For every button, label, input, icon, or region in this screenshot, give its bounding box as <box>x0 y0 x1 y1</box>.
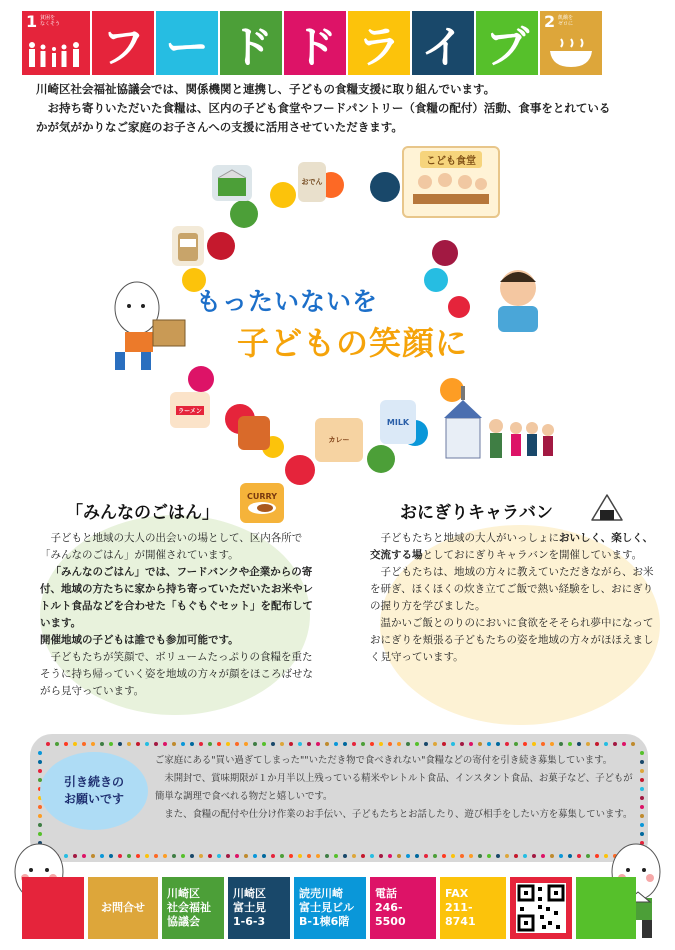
border-dot <box>577 854 581 858</box>
border-dot <box>379 742 383 746</box>
border-dot <box>235 854 239 858</box>
border-dot <box>271 854 275 858</box>
cup-noodle-icon <box>175 229 201 263</box>
oden-can-illustration: おでん <box>298 162 326 202</box>
border-dot <box>586 742 590 746</box>
border-dot <box>361 854 365 858</box>
border-dot <box>100 854 104 858</box>
border-dot <box>622 742 626 746</box>
border-dot <box>433 742 437 746</box>
border-dot <box>640 823 644 827</box>
border-dot <box>38 751 42 755</box>
border-dot <box>442 854 446 858</box>
title-char-6: イ <box>412 11 474 75</box>
boxed-food-illustration <box>212 165 252 201</box>
border-dot <box>136 854 140 858</box>
border-dot <box>550 742 554 746</box>
border-dot <box>253 742 257 746</box>
border-dot <box>325 854 329 858</box>
border-dot <box>406 742 410 746</box>
border-dot <box>370 742 374 746</box>
border-dot <box>613 742 617 746</box>
border-dot <box>154 854 158 858</box>
title-char-5: ラ <box>348 11 410 75</box>
border-dot <box>190 854 194 858</box>
collage-dot <box>270 182 296 208</box>
border-dot <box>91 854 95 858</box>
border-dot <box>640 778 644 782</box>
border-dot <box>199 854 203 858</box>
minna-paragraph-1: 子どもと地域の大人の出会いの場として、区内各所で「みんなのごはん」が開催されています。 <box>40 532 303 561</box>
border-dot <box>352 854 356 858</box>
border-dot <box>451 742 455 746</box>
border-dot <box>640 787 644 791</box>
footer-spacer-green <box>576 877 636 939</box>
border-dot <box>226 854 230 858</box>
footer-phone: 電話 246-5500 <box>370 877 436 939</box>
border-dot <box>586 854 590 858</box>
minna-no-gohan-body <box>40 530 315 700</box>
border-dot <box>271 742 275 746</box>
bowl-icon <box>546 37 596 69</box>
border-dot <box>262 854 266 858</box>
sdg-goal-1-label: 貧困を なくそう <box>40 15 61 27</box>
border-dot <box>550 854 554 858</box>
border-dot <box>397 742 401 746</box>
curry-box-illustration: CURRY <box>240 483 284 523</box>
title-banner <box>22 11 654 75</box>
border-dot <box>514 854 518 858</box>
kodomo-shokudo-illustration <box>402 146 500 218</box>
border-dot <box>343 854 347 858</box>
border-dot <box>82 742 86 746</box>
intro-line-1: 川崎区社会福祉協議会では、関係機関と連携し、子どもの食糧支援に取り組んでいます。 <box>36 82 496 96</box>
border-dot <box>46 742 50 746</box>
border-dot <box>38 769 42 773</box>
intro-line-2: お持ち寄りいただいた食糧は、区内の子ども食堂やフードパントリー（食糧の配付）活動、食事をとれている <box>47 101 611 115</box>
request-paragraph-2: 未開封で、賞味期限が１か月半以上残っている精米やレトルト食品、インスタント食品、お菓子など、子どもが簡単な調理で食べれる物だと嬉しいです。 <box>155 773 633 802</box>
border-dot <box>514 742 518 746</box>
children-eating-icon <box>411 168 491 208</box>
instant-noodle-cup-illustration <box>172 226 204 266</box>
minna-paragraph-4: 子どもたちが笑顔で、ボリュームたっぷりの食糧を重たそうに持ち帰っていく姿を地域の方々が顔をほころばせながら見守っています。 <box>40 651 313 697</box>
border-dot <box>532 742 536 746</box>
collage-dot <box>230 200 258 228</box>
border-dot <box>307 742 311 746</box>
border-dot <box>145 854 149 858</box>
title-char-1: フ <box>92 11 154 75</box>
border-dot <box>595 742 599 746</box>
border-dot <box>38 823 42 827</box>
intro-text <box>36 80 648 137</box>
border-dot <box>532 854 536 858</box>
slogan-line-2: 子どもの笑顔に <box>237 324 469 362</box>
collage-dot <box>370 172 400 202</box>
title-char-7: ブ <box>476 11 538 75</box>
border-dot <box>38 814 42 818</box>
border-dot <box>640 805 644 809</box>
border-dot <box>181 742 185 746</box>
border-dot <box>163 742 167 746</box>
border-dot <box>478 854 482 858</box>
border-dot <box>631 742 635 746</box>
border-dot <box>127 742 131 746</box>
border-dot <box>559 854 563 858</box>
boy-eating-icon <box>488 262 550 334</box>
border-dot <box>244 742 248 746</box>
church-icon <box>436 378 564 468</box>
border-dot <box>181 854 185 858</box>
border-dot <box>163 854 167 858</box>
border-dot <box>316 854 320 858</box>
retort-curry-illustration: カレー <box>315 418 363 462</box>
border-dot <box>334 854 338 858</box>
church-food-pantry-illustration <box>436 378 564 468</box>
request-paragraph-1: ご家庭にある"買い過ぎてしまった""いただき物で食べきれない"食糧などの寄付を引き続き募集しています。 <box>155 755 613 766</box>
collage-dot <box>432 240 458 266</box>
border-dot <box>208 742 212 746</box>
border-dot <box>154 742 158 746</box>
footer-fax: FAX 211-8741 <box>440 877 506 939</box>
border-dot <box>424 742 428 746</box>
border-dot <box>640 796 644 800</box>
border-dot <box>334 742 338 746</box>
border-dot <box>388 854 392 858</box>
border-dot <box>100 742 104 746</box>
border-dot <box>595 854 599 858</box>
footer-address-1: 川崎区 富士見 1-6-3 <box>228 877 290 939</box>
boy-eating-illustration <box>488 262 550 334</box>
border-dot <box>640 751 644 755</box>
border-dot <box>442 742 446 746</box>
border-dot <box>604 742 608 746</box>
border-dot <box>190 742 194 746</box>
title-char-2: ー <box>156 11 218 75</box>
sdg-goal-2-badge: 2 飢餓を ゼロに <box>540 11 602 75</box>
request-text <box>155 752 637 824</box>
snacks-illustration <box>238 416 270 450</box>
border-dot <box>109 742 113 746</box>
border-dot <box>217 742 221 746</box>
footer-qr-frame <box>510 877 572 939</box>
border-dot <box>253 854 257 858</box>
ramen-illustration: ラーメン <box>170 392 210 428</box>
collage-dot <box>448 296 470 318</box>
border-dot <box>38 805 42 809</box>
border-dot <box>289 854 293 858</box>
border-dot <box>379 854 383 858</box>
sdg-goal-2-label: 飢餓を ゼロに <box>558 15 574 27</box>
border-dot <box>568 854 572 858</box>
footer-contact-label: お問合せ <box>88 877 158 939</box>
border-dot <box>127 854 131 858</box>
minna-paragraph-2: 「みんなのごはん」では、フードバンクや企業からの寄付、地域の方たちに家から持ち寄っていただいたお米やレトルト食品などを合わせた「もぐもぐセット」を配布しています。 <box>40 566 313 629</box>
border-dot <box>640 814 644 818</box>
border-dot <box>280 742 284 746</box>
border-dot <box>172 742 176 746</box>
border-dot <box>433 854 437 858</box>
border-dot <box>73 742 77 746</box>
border-dot <box>91 742 95 746</box>
onigiri-paragraph-2: 子どもたちは、地域の方々に教えていただきながら、お米を研ぎ、ほくほくの炊き立てご飯で熱い経験をし、おにぎりの握り方を学びました。 <box>370 566 654 612</box>
border-dot <box>541 854 545 858</box>
footer-organization: 川崎区 社会福祉 協議会 <box>162 877 224 939</box>
collage-dot <box>285 455 315 485</box>
rice-mascot-icon <box>95 268 195 378</box>
border-dot <box>172 854 176 858</box>
border-dot <box>298 742 302 746</box>
border-dot <box>406 854 410 858</box>
border-dot <box>478 742 482 746</box>
qr-code-icon[interactable] <box>516 883 566 933</box>
border-dot <box>226 742 230 746</box>
border-dot <box>640 769 644 773</box>
border-dot <box>82 854 86 858</box>
intro-line-3: かが気がかりなご家庭のお子さんへの支援に活用させていただきます。 <box>36 120 403 134</box>
curry-plate-icon <box>247 501 277 515</box>
border-dot <box>118 742 122 746</box>
minna-paragraph-3: 開催地域の子どもは誰でも参加可能です。 <box>40 634 239 646</box>
onigiri-caravan-title: おにぎりキャラバン <box>400 503 553 523</box>
border-dot <box>289 742 293 746</box>
border-dot <box>361 742 365 746</box>
border-dot <box>109 854 113 858</box>
border-dot <box>496 742 500 746</box>
border-dot <box>523 742 527 746</box>
border-dot <box>415 854 419 858</box>
border-dot <box>496 854 500 858</box>
border-dot <box>343 742 347 746</box>
border-dot <box>64 742 68 746</box>
border-dot <box>469 854 473 858</box>
border-dot <box>559 742 563 746</box>
border-dot <box>424 854 428 858</box>
border-dot <box>244 854 248 858</box>
border-dot <box>487 854 491 858</box>
border-dot <box>397 854 401 858</box>
border-dot <box>136 742 140 746</box>
border-dot <box>325 742 329 746</box>
slogan-line-1: もったいないを <box>196 287 379 316</box>
border-dot <box>199 742 203 746</box>
border-dot <box>505 854 509 858</box>
mascot-carrying-box-illustration <box>95 268 195 378</box>
collage-dot <box>367 445 395 473</box>
border-dot <box>307 854 311 858</box>
border-dot <box>118 854 122 858</box>
onigiri-icon <box>590 493 624 523</box>
milk-can-illustration: MILK <box>380 400 416 444</box>
onigiri-caravan-body <box>370 530 660 666</box>
people-family-icon <box>26 41 86 71</box>
minna-no-gohan-title: 「みんなのごはん」 <box>66 503 219 523</box>
border-dot <box>469 742 473 746</box>
footer-address-2: 読売川崎 富士見ビル B-1棟6階 <box>294 877 366 939</box>
collage-dot <box>207 232 235 260</box>
border-dot <box>640 760 644 764</box>
border-dot <box>55 742 59 746</box>
request-paragraph-3: また、食糧の配付や仕分け作業のお手伝い、子どもたちとお話したり、遊び相手をしたい方を募集しています。 <box>164 809 633 820</box>
request-speech-bubble: 引き続きの お願いです <box>40 752 148 830</box>
border-dot <box>217 854 221 858</box>
border-dot <box>280 854 284 858</box>
border-dot <box>577 742 581 746</box>
border-dot <box>451 854 455 858</box>
border-dot <box>370 854 374 858</box>
onigiri-paragraph-3: 温かいご飯とのりのにおいに食欲をそそられ夢中になっておにぎりを頬張る子どもたちの姿を地域の方々がほほえましく見守っています。 <box>370 617 654 663</box>
border-dot <box>262 742 266 746</box>
food-box-icon <box>215 168 249 198</box>
title-char-3: ド <box>220 11 282 75</box>
border-dot <box>388 742 392 746</box>
border-dot <box>523 854 527 858</box>
border-dot <box>460 742 464 746</box>
border-dot <box>352 742 356 746</box>
kodomo-shokudo-sign: こども食堂 <box>420 151 482 168</box>
border-dot <box>208 854 212 858</box>
contact-footer <box>22 877 654 939</box>
sdg-goal-1-badge: 1 貧困を なくそう <box>22 11 90 75</box>
border-dot <box>568 742 572 746</box>
border-dot <box>541 742 545 746</box>
border-dot <box>460 854 464 858</box>
border-dot <box>415 742 419 746</box>
onigiri-paragraph-1: 子どもたちと地域の大人がいっしょにおいしく、楽しく、交流する場としておにぎりキャラバンを開催しています。 <box>370 532 654 561</box>
collage-dot <box>424 268 448 292</box>
border-dot <box>316 742 320 746</box>
footer-spacer-red <box>22 877 84 939</box>
border-dot <box>145 742 149 746</box>
border-dot <box>505 742 509 746</box>
border-dot <box>235 742 239 746</box>
border-dot <box>38 760 42 764</box>
border-dot <box>487 742 491 746</box>
title-char-4: ド <box>284 11 346 75</box>
border-dot <box>298 854 302 858</box>
